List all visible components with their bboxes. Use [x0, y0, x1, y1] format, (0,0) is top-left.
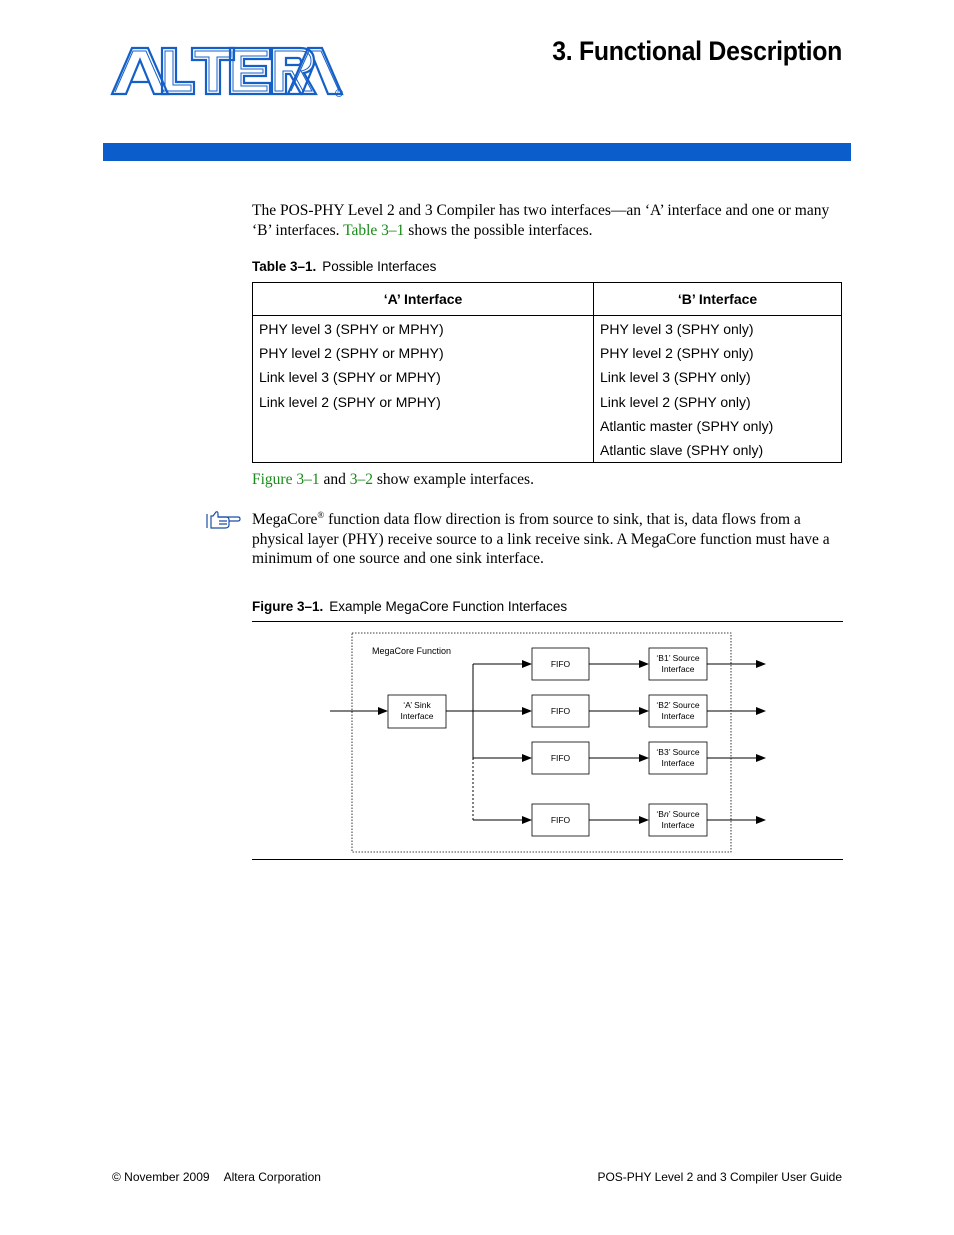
b2-source-interface-box: [649, 695, 707, 727]
altera-logo: [110, 44, 346, 100]
table-cell: [253, 438, 594, 463]
table-cell: PHY level 3 (SPHY only): [594, 316, 842, 342]
figure-3-2-link[interactable]: 3–2: [349, 471, 373, 488]
footer-company: Altera Corporation: [223, 1170, 321, 1184]
table-row: [253, 414, 842, 438]
svg-text:‘B3’ Source: ‘B3’ Source: [656, 747, 700, 757]
figure-bottom-rule: [252, 859, 843, 860]
a-sink-label-line1: ‘A’ Sink: [403, 700, 431, 710]
svg-text:Interface: Interface: [661, 664, 695, 674]
svg-text:R: R: [337, 91, 341, 97]
svg-text:‘Bn’ Source: ‘Bn’ Source: [656, 809, 700, 819]
b3-source-interface-box: [649, 742, 707, 774]
table-row: [253, 390, 842, 414]
fifo-box-n: [532, 804, 589, 836]
note-megacore: MegaCore: [252, 511, 318, 528]
b1-source-interface-box: [649, 648, 707, 680]
table-cell: Link level 2 (SPHY or MPHY): [253, 390, 594, 414]
intro-text-end: shows the possible interfaces.: [404, 221, 593, 239]
figref-and: and: [319, 471, 350, 488]
figref-end: show example interfaces.: [372, 471, 534, 488]
fifo-label: FIFO: [550, 753, 571, 763]
footer-left: [112, 1170, 321, 1184]
table-caption: [252, 259, 436, 274]
megacore-interfaces-diagram: [252, 622, 843, 858]
figure-title: Example MegaCore Function Interfaces: [329, 599, 568, 614]
svg-text:Interface: Interface: [661, 758, 695, 768]
footer-date: © November 2009: [112, 1170, 210, 1184]
figure-label: Figure 3–1.: [252, 599, 324, 614]
column-header-b: ‘B’ Interface: [594, 283, 842, 316]
table-cell: Link level 3 (SPHY or MPHY): [253, 365, 594, 389]
intro-paragraph: [252, 201, 844, 240]
table-title: Possible Interfaces: [322, 259, 437, 274]
table-row: [253, 341, 842, 365]
table-label: Table 3–1.: [252, 259, 317, 274]
table-row: [253, 316, 842, 342]
table-cell: Atlantic slave (SPHY only): [594, 438, 842, 463]
svg-text:Interface: Interface: [661, 711, 695, 721]
note-paragraph: [252, 510, 844, 569]
table-row: [253, 365, 842, 389]
fifo-label: FIFO: [550, 706, 571, 716]
svg-text:‘B1’ Source: ‘B1’ Source: [656, 653, 700, 663]
figure-caption: [252, 599, 567, 614]
svg-text:Interface: Interface: [661, 820, 695, 830]
fifo-label: FIFO: [550, 659, 571, 669]
chapter-title: 3. Functional Description: [552, 36, 842, 66]
chapter-banner-bar: [103, 143, 851, 161]
table-cell: PHY level 2 (SPHY or MPHY): [253, 341, 594, 365]
table-cell: PHY level 2 (SPHY only): [594, 341, 842, 365]
figure-reference-line: [252, 470, 534, 490]
table-cell: Link level 2 (SPHY only): [594, 390, 842, 414]
table-cell: [253, 414, 594, 438]
table-3-1-link[interactable]: Table 3–1: [343, 221, 405, 239]
table-cell: Atlantic master (SPHY only): [594, 414, 842, 438]
megacore-function-label: MegaCore Function: [372, 646, 452, 656]
fifo-box-2: [532, 695, 589, 727]
bn-source-interface-box: [649, 804, 707, 836]
pointing-hand-icon: [205, 508, 241, 532]
table-cell: Link level 3 (SPHY only): [594, 365, 842, 389]
table-cell: PHY level 3 (SPHY or MPHY): [253, 316, 594, 342]
registered-mark: ®: [317, 509, 325, 520]
intro-text: The POS-PHY Level 2 and 3 Compiler has two interfaces—an ‘A’ interface and one or many ‘B’ interfaces.: [252, 202, 830, 239]
possible-interfaces-table: [252, 282, 842, 463]
fifo-label: FIFO: [550, 815, 571, 825]
column-header-a: ‘A’ Interface: [253, 283, 594, 316]
fifo-box-3: [532, 742, 589, 774]
a-sink-label-line2: Interface: [400, 711, 434, 721]
table-row: [253, 438, 842, 463]
table-header-row: [253, 283, 842, 316]
note-text: function data flow direction is from source to sink, that is, data flows from a physical layer (PHY) receive source to a link receive sink. A MegaCore function must have a minimum of one source and one sink interface.: [252, 511, 830, 567]
footer-guide-title: POS-PHY Level 2 and 3 Compiler User Guide: [597, 1170, 842, 1184]
fifo-box-1: [532, 648, 589, 680]
figure-3-1-link[interactable]: Figure 3–1: [252, 471, 320, 488]
svg-text:‘B2’ Source: ‘B2’ Source: [656, 700, 700, 710]
